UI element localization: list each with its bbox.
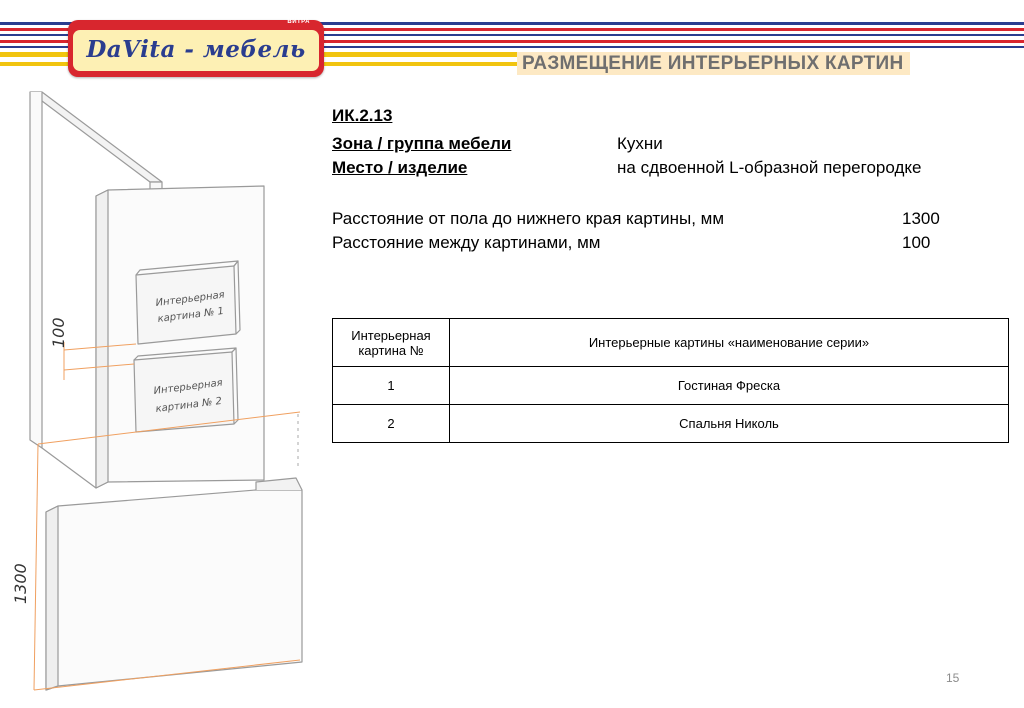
logo-subbrand: ВИТРА xyxy=(287,19,310,25)
distance-floor-value: 1300 xyxy=(902,209,940,228)
distance-floor-label: Расстояние от пола до нижнего края картины, мм xyxy=(332,209,725,228)
zone-value: Кухни xyxy=(617,134,663,153)
base-panel xyxy=(46,490,302,690)
distance-between-value: 100 xyxy=(902,233,931,252)
place-value: на сдвоенной L-образной перегородке xyxy=(617,158,922,177)
picture-1-label-line1: Интерьерная xyxy=(155,289,226,309)
slide-title: РАЗМЕЩЕНИЕ ИНТЕРЬЕРНЫХ КАРТИН xyxy=(522,53,904,74)
back-partition xyxy=(30,92,162,182)
table-header-row xyxy=(333,319,1009,367)
dimension-floor-label: 1300 xyxy=(11,563,30,604)
distance-between-label: Расстояние между картинами, мм xyxy=(332,233,601,252)
picture-2-label-line1: Интерьерная xyxy=(153,377,224,397)
place-label: Место / изделие xyxy=(332,158,468,177)
series-table xyxy=(332,318,1009,443)
product-code: ИК.2.13 xyxy=(332,106,393,125)
picture-2-label-line2: картина № 2 xyxy=(155,395,223,415)
table-row xyxy=(333,405,1009,443)
company-logo xyxy=(68,20,324,77)
zone-label: Зона / группа мебели xyxy=(332,134,512,153)
row-number: 2 xyxy=(333,405,450,443)
logo-text: DaVita - мебель xyxy=(86,36,306,63)
header-picture-number: Интерьерная картина № xyxy=(333,319,450,367)
picture-1-label-line2: картина № 1 xyxy=(157,305,225,325)
row-series-name: Гостиная Фреска xyxy=(450,367,1009,405)
dimension-between-label: 100 xyxy=(49,317,68,348)
row-series-name: Спальня Николь xyxy=(450,405,1009,443)
table-row xyxy=(333,367,1009,405)
partition-drawing xyxy=(0,80,320,695)
page-number: 15 xyxy=(946,671,960,685)
row-number: 1 xyxy=(333,367,450,405)
header-series-name: Интерьерные картины «наименование серии» xyxy=(450,319,1009,367)
